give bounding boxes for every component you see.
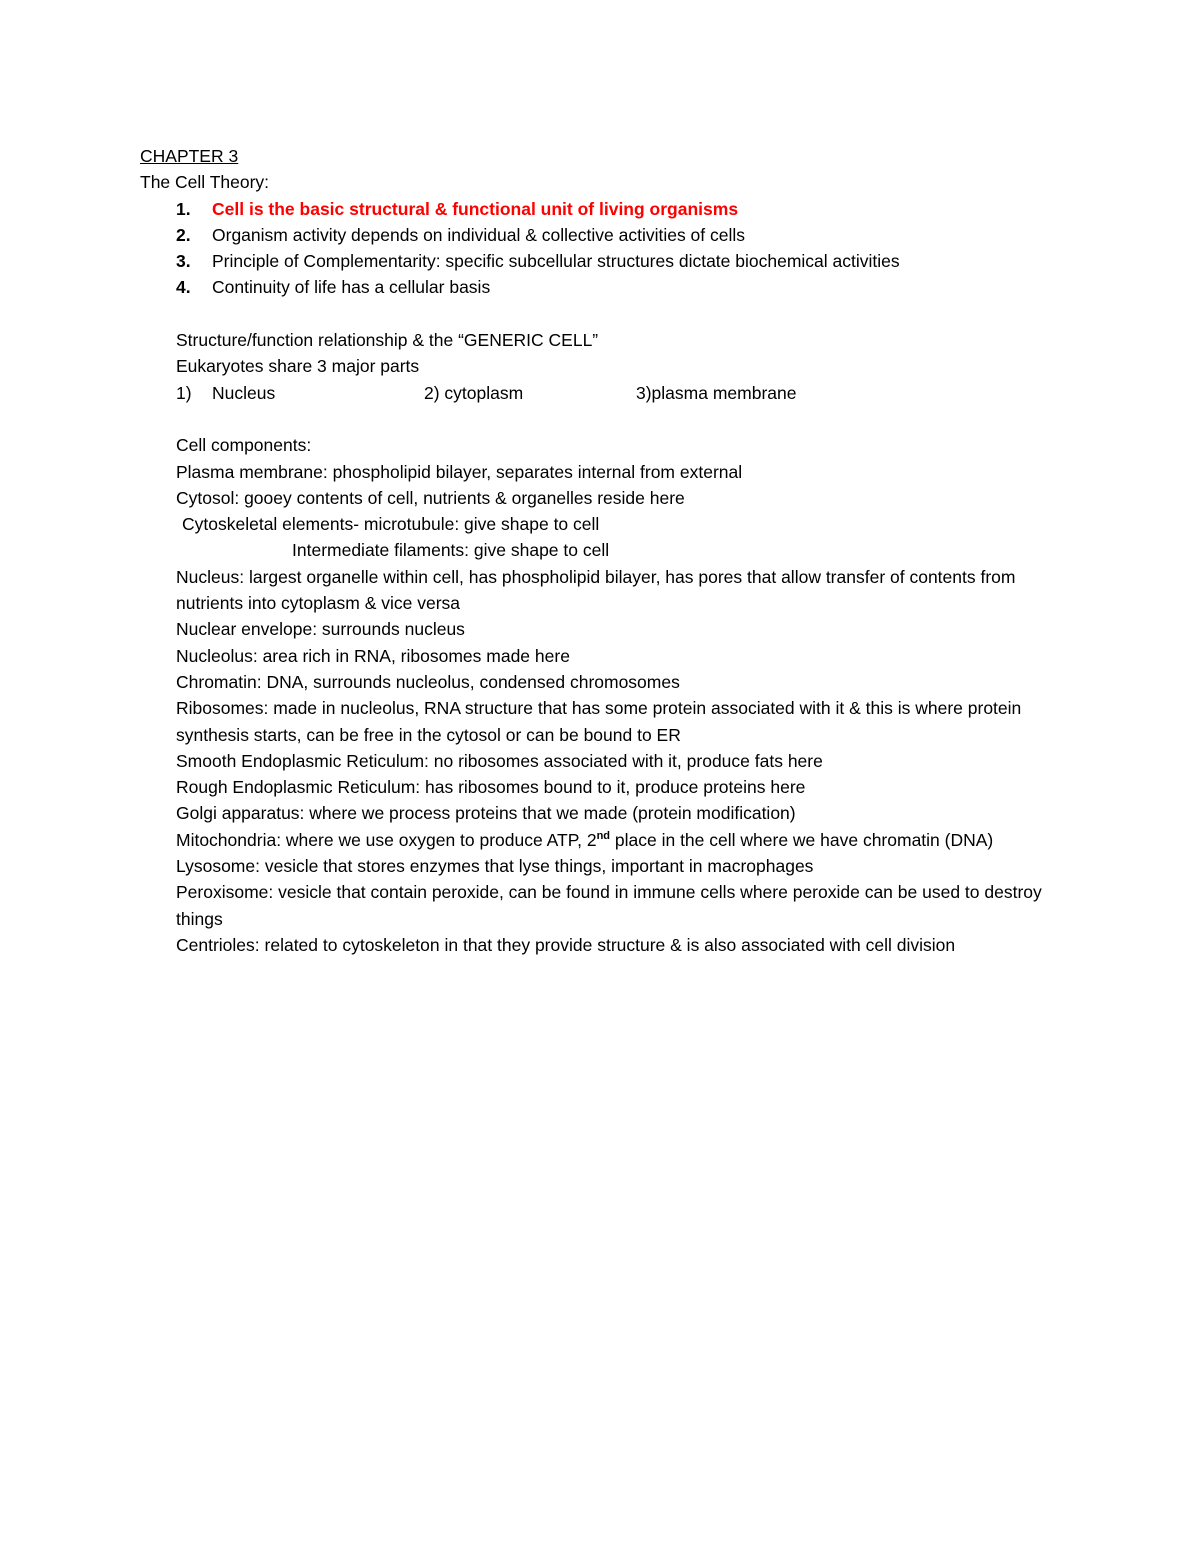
cytosol-text: Cytosol: gooey contents of cell, nutrients & organelles reside here: [176, 487, 685, 508]
list-text: Organism activity depends on individual & collective activities of cells: [212, 224, 746, 245]
nucleolus-text: Nucleolus: area rich in RNA, ribosomes made here: [176, 645, 570, 666]
mitochondria-text-b: place in the cell where we have chromatin (DNA): [610, 829, 994, 850]
blank-line: [140, 301, 1080, 327]
part-cytoplasm: 2) cytoplasm: [424, 382, 524, 403]
cell-theory-heading: The Cell Theory:: [140, 172, 270, 193]
components-heading: Cell components:: [176, 435, 312, 456]
mitochondria-text-a: Mitochondria: where we use oxygen to produce ATP, 2: [176, 829, 597, 850]
list-number: 3.: [176, 251, 191, 272]
list-number: 2.: [176, 224, 191, 245]
list-item: [140, 248, 1080, 274]
list-text: Cell is the basic structural & functional unit of living organisms: [212, 198, 739, 219]
generic-cell-heading: Structure/function relationship & the “GENERIC CELL”: [176, 330, 599, 351]
plasma-membrane-text: Plasma membrane: phospholipid bilayer, separates internal from external: [176, 461, 743, 482]
rough-er-text: Rough Endoplasmic Reticulum: has ribosomes bound to it, produce proteins here: [176, 777, 806, 798]
list-text: Principle of Complementarity: specific subcellular structures dictate biochemical activities: [212, 251, 900, 272]
golgi-text: Golgi apparatus: where we process proteins that we made (protein modification): [176, 803, 796, 824]
list-text: Continuity of life has a cellular basis: [212, 277, 491, 298]
peroxisome-text: Peroxisome: vesicle that contain peroxide, can be found in immune cells where peroxide can be used to destroy things: [176, 882, 1042, 929]
intermediate-filaments-text: Intermediate filaments: give shape to cell: [292, 540, 610, 561]
mitochondria-text: [140, 827, 1080, 853]
list-item: [140, 196, 1080, 222]
part-nucleus: Nucleus: [212, 382, 276, 403]
ribosomes-text: Ribosomes: made in nucleolus, RNA structure that has some protein associated with it & this is where protein synthesis starts, can be free in the cytosol or can be bound to ER: [176, 698, 1022, 745]
list-number: 1.: [176, 198, 191, 219]
eukaryotes-subheading: Eukaryotes share 3 major parts: [176, 356, 420, 377]
major-parts-row: [140, 380, 1080, 406]
part-number: 1): [176, 382, 192, 403]
smooth-er-text: Smooth Endoplasmic Reticulum: no ribosomes associated with it, produce fats here: [176, 750, 823, 771]
list-number: 4.: [176, 277, 191, 298]
blank-line: [140, 406, 1080, 432]
part-plasma-membrane: 3)plasma membrane: [636, 382, 797, 403]
list-item: [140, 274, 1080, 300]
chapter-title: CHAPTER 3: [140, 146, 239, 166]
nucleus-text: Nucleus: largest organelle within cell, has phospholipid bilayer, has pores that allow transfer of contents from nutrients into cytoplasm & vice versa: [176, 566, 1016, 614]
ordinal-suffix: nd: [596, 829, 611, 842]
lysosome-text: Lysosome: vesicle that stores enzymes that lyse things, important in macrophages: [176, 856, 814, 877]
nuclear-envelope-text: Nuclear envelope: surrounds nucleus: [176, 619, 465, 640]
cytoskeletal-text: Cytoskeletal elements- microtubule: give shape to cell: [182, 514, 600, 535]
list-item: [140, 222, 1080, 248]
document-body: [140, 143, 1080, 958]
centrioles-text: Centrioles: related to cytoskeleton in that they provide structure & is also associated with cell division: [176, 934, 956, 955]
chromatin-text: Chromatin: DNA, surrounds nucleolus, condensed chromosomes: [176, 671, 680, 692]
